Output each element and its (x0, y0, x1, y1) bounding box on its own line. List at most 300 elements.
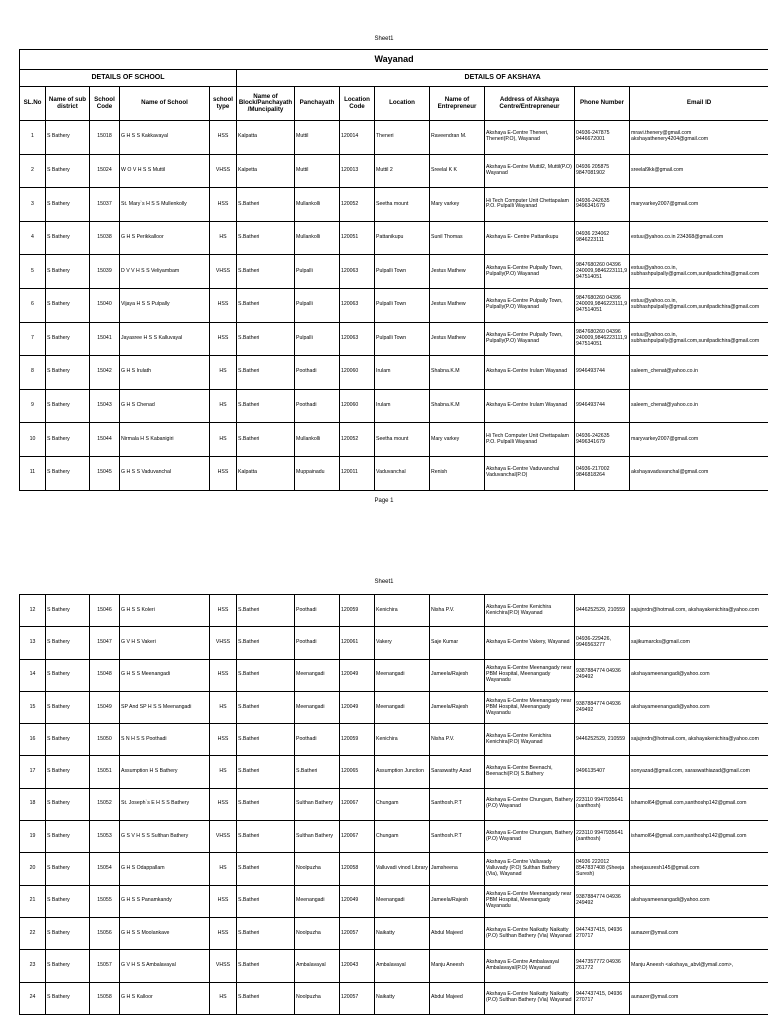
cell-sl-no: 23 (20, 950, 46, 982)
cell-panchayath: Mullankolli (295, 423, 340, 457)
region-title: Wayanad (20, 50, 768, 70)
cell-phone: 9496135407 (575, 756, 630, 788)
cell-school-name: G H S Odappallam (120, 853, 210, 885)
cell-location-code: 120063 (340, 322, 375, 356)
page-number: Page 1 (374, 498, 394, 504)
table-row (20, 121, 768, 155)
cell-location-code: 120014 (340, 121, 375, 155)
column-header-school-code: School Code (90, 87, 120, 121)
cell-email: mravi.thenery@gmail.com akshayathenery4204@gmail.com (630, 121, 768, 155)
cell-location-code: 120060 (340, 389, 375, 423)
cell-address: Akshaya E-Centre Chungam, Bathery (P.O) Wayanad (485, 788, 575, 820)
cell-entrepreneur: Saje Kumar (430, 627, 485, 659)
cell-location-code: 120063 (340, 288, 375, 322)
cell-entrepreneur: Sreelal K K (430, 154, 485, 188)
table-row (20, 154, 768, 188)
cell-sub-district: S Bathery (46, 456, 90, 490)
cell-school-type: HSS (210, 456, 237, 490)
cell-email: akshayameenangadi@yahoo.com (630, 659, 768, 691)
cell-location-code: 120059 (340, 724, 375, 756)
cell-location-code: 120011 (340, 456, 375, 490)
cell-phone: 04936 222012 8547837408 (Sheeja Suresh) (575, 853, 630, 885)
cell-address: Akshaya E-Centre Irulam Wayanad (485, 389, 575, 423)
table-row (20, 322, 768, 356)
cell-school-name: D V V H S S Veliyambam (120, 255, 210, 289)
cell-email: Manju Aneesh <akshaya_abvl@ymail.com>, (630, 950, 768, 982)
table-row (20, 950, 768, 982)
cell-location: Pulpalli Town (375, 288, 430, 322)
column-header-phone: Phone Number (575, 87, 630, 121)
cell-location-code: 120060 (340, 356, 375, 390)
cell-sl-no: 10 (20, 423, 46, 457)
cell-panchayath: Noolpuzha (295, 917, 340, 949)
cell-school-code: 15041 (90, 322, 120, 356)
cell-block: S.Batheri (237, 255, 295, 289)
cell-sl-no: 3 (20, 188, 46, 222)
cell-address: Akshaya E-Centre Meenangady near PBM Hospital, Meenangady Wayanadu (485, 691, 575, 723)
cell-school-type: VHSS (210, 154, 237, 188)
cell-panchayath: S.Batheri (295, 756, 340, 788)
cell-address: Akshaya E-Centre Meenangady near PBM Hospital, Meenangady Wayanadu (485, 885, 575, 917)
cell-entrepreneur: Santhosh.P.T (430, 821, 485, 853)
cell-school-name: SP And SP H S S Meenangadi (120, 691, 210, 723)
cell-phone: 9447357772 04936 261772 (575, 950, 630, 982)
cell-phone: 9387884774 04936 249492 (575, 885, 630, 917)
table-row (20, 456, 768, 490)
cell-email: sheejasuresh145@gmail.com (630, 853, 768, 885)
cell-school-code: 15040 (90, 288, 120, 322)
cell-address: Akshaya E-Centre Valluvady Valluvady (P.O) Sulthan Bathery (Via), Wayanad (485, 853, 575, 885)
cell-entrepreneur: Jestus Mathew (430, 288, 485, 322)
cell-panchayath: Poothadi (295, 627, 340, 659)
sheet-name-page-1: Sheet1 (374, 36, 394, 42)
cell-sl-no: 20 (20, 853, 46, 885)
cell-email: sajikumarcks@gmail.com (630, 627, 768, 659)
cell-email: estuu@yahoo.co.in, subhashpulpally@gmail.com,sunilpadichira@gmail.com (630, 255, 768, 289)
cell-sl-no: 21 (20, 885, 46, 917)
cell-school-type: HS (210, 853, 237, 885)
cell-school-name: S N H S S Poothadi (120, 724, 210, 756)
cell-school-code: 15053 (90, 821, 120, 853)
column-header-school-name: Name of School (120, 87, 210, 121)
cell-location: Meenangadi (375, 885, 430, 917)
cell-school-type: HS (210, 756, 237, 788)
cell-address: Akshaya E-Centre Naikatty Naikatty (P.O) Sulthan Bathery (Via) Wayanad (485, 982, 575, 1014)
akshaya-school-table-page-2 (19, 594, 768, 1015)
cell-entrepreneur: Saraswathy Azad (430, 756, 485, 788)
cell-address: Akshaya E-Centre Vakery, Wayanad (485, 627, 575, 659)
cell-location: Pulpalli Town (375, 255, 430, 289)
cell-panchayath: Meenangadi (295, 885, 340, 917)
cell-location: Valluvadi vinod Library (375, 853, 430, 885)
cell-block: S.Batheri (237, 917, 295, 949)
cell-entrepreneur: Renish (430, 456, 485, 490)
cell-block: S.Batheri (237, 724, 295, 756)
cell-email: saleem_chenat@yahoo.co.in (630, 356, 768, 390)
cell-panchayath: Noolpuzha (295, 853, 340, 885)
cell-school-type: HS (210, 221, 237, 255)
cell-school-code: 15050 (90, 724, 120, 756)
cell-block: S.Batheri (237, 322, 295, 356)
cell-panchayath: Mullankolli (295, 221, 340, 255)
table-row (20, 982, 768, 1014)
cell-school-name: G H S S Panamkandy (120, 885, 210, 917)
cell-block: S.Batheri (237, 788, 295, 820)
cell-school-type: HSS (210, 659, 237, 691)
cell-school-code: 15057 (90, 950, 120, 982)
cell-location: Meenangadi (375, 659, 430, 691)
cell-school-type: HSS (210, 724, 237, 756)
cell-entrepreneur: Shabna.K.M (430, 356, 485, 390)
cell-sl-no: 17 (20, 756, 46, 788)
table-row (20, 221, 768, 255)
cell-location: Kenichira (375, 724, 430, 756)
cell-sub-district: S Bathery (46, 288, 90, 322)
cell-location-code: 120063 (340, 255, 375, 289)
cell-phone: 9446252529, 210559 (575, 724, 630, 756)
cell-sl-no: 1 (20, 121, 46, 155)
cell-location-code: 120067 (340, 821, 375, 853)
cell-location: Seetha mount (375, 188, 430, 222)
cell-panchayath: Poothadi (295, 724, 340, 756)
column-header-location-code: Location Code (340, 87, 375, 121)
cell-sub-district: S Bathery (46, 121, 90, 155)
table-row (20, 423, 768, 457)
cell-sl-no: 6 (20, 288, 46, 322)
cell-school-name: G H S Chenad (120, 389, 210, 423)
cell-sl-no: 12 (20, 595, 46, 627)
cell-location-code: 120058 (340, 853, 375, 885)
cell-email: aunazer@ymail.com (630, 917, 768, 949)
cell-location-code: 120057 (340, 917, 375, 949)
cell-location-code: 120043 (340, 950, 375, 982)
cell-location: Ambalavayal (375, 950, 430, 982)
cell-panchayath: Poothadi (295, 389, 340, 423)
cell-block: S.Batheri (237, 659, 295, 691)
cell-location-code: 120059 (340, 595, 375, 627)
cell-address: Akshaya E-Centre Meenangady near PBM Hospital, Meenangady Wayanadu (485, 659, 575, 691)
cell-block: S.Batheri (237, 756, 295, 788)
cell-sl-no: 14 (20, 659, 46, 691)
column-header-school-type: school type (210, 87, 237, 121)
cell-entrepreneur: Jameela/Rajesh (430, 659, 485, 691)
cell-location: Kenichira (375, 595, 430, 627)
cell-sub-district: S Bathery (46, 221, 90, 255)
table-row (20, 788, 768, 820)
cell-school-type: HS (210, 691, 237, 723)
column-header-entrepreneur: Name of Entrepreneur (430, 87, 485, 121)
cell-phone: 9946493744 (575, 389, 630, 423)
cell-location: Chungam (375, 821, 430, 853)
cell-block: S.Batheri (237, 188, 295, 222)
cell-school-code: 15048 (90, 659, 120, 691)
cell-location-code: 120061 (340, 627, 375, 659)
cell-entrepreneur: Raveendran M. (430, 121, 485, 155)
cell-location: Irulam (375, 389, 430, 423)
cell-sl-no: 8 (20, 356, 46, 390)
cell-block: Kalpatta (237, 456, 295, 490)
cell-school-name: G H S Perikkalloor (120, 221, 210, 255)
cell-location: Chungam (375, 788, 430, 820)
cell-address: Akshaya E-Centre Pulpally Town, Pulpally(P.O) Wayanad (485, 288, 575, 322)
cell-sub-district: S Bathery (46, 188, 90, 222)
cell-phone: 04936 234062 9846223111 (575, 221, 630, 255)
cell-entrepreneur: Sunil Thomas (430, 221, 485, 255)
cell-sub-district: S Bathery (46, 595, 90, 627)
cell-school-code: 15046 (90, 595, 120, 627)
cell-block: S.Batheri (237, 627, 295, 659)
cell-email: sonyazad@gmail.com, saraswathiazad@gmail.com (630, 756, 768, 788)
cell-location-code: 120013 (340, 154, 375, 188)
cell-school-code: 15037 (90, 188, 120, 222)
cell-school-name: G V H S Vakeri (120, 627, 210, 659)
cell-location-code: 120052 (340, 423, 375, 457)
cell-location-code: 120067 (340, 788, 375, 820)
cell-email: saleem_chenat@yahoo.co.in (630, 389, 768, 423)
cell-sl-no: 2 (20, 154, 46, 188)
table-row (20, 288, 768, 322)
cell-sl-no: 18 (20, 788, 46, 820)
cell-panchayath: Poothadi (295, 356, 340, 390)
cell-sub-district: S Bathery (46, 950, 90, 982)
cell-school-name: G H S S Meenangadi (120, 659, 210, 691)
cell-school-type: HSS (210, 788, 237, 820)
cell-phone: 9387884774 04936 249492 (575, 659, 630, 691)
cell-panchayath: Pulpalli (295, 255, 340, 289)
cell-entrepreneur: Jameela/Rajesh (430, 885, 485, 917)
cell-email: estuu@yahoo.co.in, subhashpulpally@gmail.com,sunilpadichira@gmail.com (630, 322, 768, 356)
cell-phone: 9847680260 04396 240009,9846223111,9947514051 (575, 288, 630, 322)
cell-school-code: 15039 (90, 255, 120, 289)
table-row (20, 691, 768, 723)
column-header-block: Name of Block/Panchayath/Muncipality (237, 87, 295, 121)
cell-address: Akshaya E-Centre Naikatty Naikatty (P.O) Sulthan Bathery (Via) Wayanad (485, 917, 575, 949)
section-school-heading: DETAILS OF SCHOOL (20, 70, 237, 87)
cell-school-type: HSS (210, 121, 237, 155)
cell-phone: 04936-242635 9496341679 (575, 188, 630, 222)
cell-school-code: 15042 (90, 356, 120, 390)
cell-location: Seetha mount (375, 423, 430, 457)
cell-school-name: G H S S Moolankave (120, 917, 210, 949)
cell-location-code: 120049 (340, 691, 375, 723)
cell-panchayath: Muttil (295, 154, 340, 188)
table-row (20, 853, 768, 885)
cell-address: Hi Tech Computer Unit Chettapalam P.O. Pulpalli Wayanad (485, 423, 575, 457)
cell-school-type: VHSS (210, 627, 237, 659)
cell-panchayath: Meenangadi (295, 691, 340, 723)
cell-email: ishamol64@gmail.com,santhoshp142@gmail.com (630, 788, 768, 820)
table-row (20, 821, 768, 853)
cell-entrepreneur: Abdul Majeed (430, 982, 485, 1014)
cell-block: S.Batheri (237, 423, 295, 457)
cell-phone: 9447437415, 04936 270717 (575, 917, 630, 949)
section-akshaya-heading: DETAILS OF AKSHAYA (237, 70, 768, 87)
cell-school-name: St. Mary`s H S S Mullenkolly (120, 188, 210, 222)
cell-sl-no: 5 (20, 255, 46, 289)
cell-phone: 04936 205875 9847081902 (575, 154, 630, 188)
cell-school-type: HSS (210, 288, 237, 322)
cell-school-code: 15058 (90, 982, 120, 1014)
cell-entrepreneur: Abdul Majeed (430, 917, 485, 949)
table-row (20, 885, 768, 917)
cell-phone: 9946493744 (575, 356, 630, 390)
cell-school-type: HSS (210, 595, 237, 627)
cell-email: estuu@yahoo.co.in, subhashpulpally@gmail.com,sunilpadichira@gmail.com (630, 288, 768, 322)
table-row (20, 917, 768, 949)
cell-email: akshayameenangadi@yahoo.com (630, 691, 768, 723)
cell-school-code: 15056 (90, 917, 120, 949)
cell-block: S.Batheri (237, 885, 295, 917)
column-header-address: Address of Akshaya Centre/Entrepreneur (485, 87, 575, 121)
cell-sl-no: 15 (20, 691, 46, 723)
cell-school-type: HSS (210, 188, 237, 222)
cell-sl-no: 4 (20, 221, 46, 255)
cell-block: S.Batheri (237, 691, 295, 723)
cell-school-type: HS (210, 423, 237, 457)
cell-location: Naikatty (375, 982, 430, 1014)
cell-block: S.Batheri (237, 853, 295, 885)
cell-school-name: G S V H S S Sulthan Bathery (120, 821, 210, 853)
table-row (20, 356, 768, 390)
cell-sl-no: 24 (20, 982, 46, 1014)
cell-school-name: Vijaya H S S Pulpally (120, 288, 210, 322)
cell-school-type: VHSS (210, 255, 237, 289)
cell-school-type: HSS (210, 917, 237, 949)
cell-sub-district: S Bathery (46, 423, 90, 457)
cell-sub-district: S Bathery (46, 627, 90, 659)
cell-entrepreneur: Nisha P.V. (430, 595, 485, 627)
cell-address: Akshaya E-Centre Pulpally Town, Pulpally(P.O) Wayanad (485, 322, 575, 356)
cell-email: akshayameenangadi@yahoo.com (630, 885, 768, 917)
table-row (20, 188, 768, 222)
cell-email: estuu@yahoo.co.in 234368@gmail.com (630, 221, 768, 255)
cell-block: S.Batheri (237, 288, 295, 322)
cell-school-code: 15045 (90, 456, 120, 490)
cell-school-code: 15047 (90, 627, 120, 659)
cell-location-code: 120065 (340, 756, 375, 788)
cell-email: ishamol64@gmail.com,santhoshp142@gmail.com (630, 821, 768, 853)
cell-address: Hi Tech Computer Unit Chettapalam P.O. Pulpalli Wayanad (485, 188, 575, 222)
cell-school-code: 15052 (90, 788, 120, 820)
cell-panchayath: Meenangadi (295, 659, 340, 691)
cell-email: sajujnrdn@hotmail.com, akshayakenichira@yahoo.com (630, 595, 768, 627)
cell-block: Kalpetta (237, 154, 295, 188)
cell-email: maryvarkey2007@gmail.com (630, 188, 768, 222)
cell-block: S.Batheri (237, 595, 295, 627)
cell-location-code: 120049 (340, 659, 375, 691)
cell-phone: 9446252529, 210559 (575, 595, 630, 627)
cell-school-type: HS (210, 356, 237, 390)
cell-block: Kalpatta (237, 121, 295, 155)
cell-address: Akshaya E-Centre Pulpally Town, Pulpally(P.O) Wayanad (485, 255, 575, 289)
column-header-sub-district: Name of sub district (46, 87, 90, 121)
cell-sl-no: 13 (20, 627, 46, 659)
cell-sub-district: S Bathery (46, 322, 90, 356)
cell-entrepreneur: Shabna.K.M (430, 389, 485, 423)
cell-school-code: 15055 (90, 885, 120, 917)
cell-panchayath: Pulpalli (295, 322, 340, 356)
cell-address: Akshaya E-Centre Vaduvanchal Vaduvanchal(P.O) (485, 456, 575, 490)
cell-phone: 9847680260 04396 240009,9846223111,9947514051 (575, 322, 630, 356)
cell-sub-district: S Bathery (46, 255, 90, 289)
cell-location: Vakery (375, 627, 430, 659)
akshaya-school-table-page-1 (19, 49, 768, 491)
cell-panchayath: Mullankolli (295, 188, 340, 222)
cell-sub-district: S Bathery (46, 691, 90, 723)
column-header-panchayath: Panchayath (295, 87, 340, 121)
cell-address: Akshaya E-Centre Theneri, Theneri(P.O), Wayanad (485, 121, 575, 155)
cell-sub-district: S Bathery (46, 853, 90, 885)
cell-panchayath: Muppainadu (295, 456, 340, 490)
cell-location: Assumption Junction (375, 756, 430, 788)
cell-phone: 9387884774 04936 249492 (575, 691, 630, 723)
cell-address: Akshaya E- Centre Pattanikupu (485, 221, 575, 255)
cell-email: aunazer@ymail.com (630, 982, 768, 1014)
cell-entrepreneur: Jestus Mathew (430, 255, 485, 289)
cell-school-name: G H S S Koleri (120, 595, 210, 627)
cell-block: S.Batheri (237, 982, 295, 1014)
cell-school-type: HS (210, 982, 237, 1014)
cell-sl-no: 16 (20, 724, 46, 756)
cell-sub-district: S Bathery (46, 821, 90, 853)
sheet-name-page-2: Sheet1 (374, 579, 394, 585)
cell-location: Naikatty (375, 917, 430, 949)
table-row (20, 389, 768, 423)
cell-sub-district: S Bathery (46, 659, 90, 691)
cell-location: Pulpalli Town (375, 322, 430, 356)
cell-school-type: VHSS (210, 821, 237, 853)
cell-sl-no: 7 (20, 322, 46, 356)
cell-school-code: 15049 (90, 691, 120, 723)
cell-sub-district: S Bathery (46, 788, 90, 820)
cell-school-code: 15038 (90, 221, 120, 255)
cell-school-name: G V H S S Ambalavayal (120, 950, 210, 982)
cell-school-name: G H S Irulath (120, 356, 210, 390)
cell-school-type: HS (210, 389, 237, 423)
cell-school-name: W O V H S S Muttil (120, 154, 210, 188)
cell-block: S.Batheri (237, 950, 295, 982)
cell-school-code: 15044 (90, 423, 120, 457)
cell-school-type: HSS (210, 885, 237, 917)
cell-location: Muttil 2 (375, 154, 430, 188)
cell-entrepreneur: Mary varkey (430, 423, 485, 457)
cell-entrepreneur: Jestus Mathew (430, 322, 485, 356)
cell-sub-district: S Bathery (46, 917, 90, 949)
cell-location: Theneri (375, 121, 430, 155)
cell-panchayath: Poothadi (295, 595, 340, 627)
cell-phone: 9847680260 04396 240009,9846223111,9947514051 (575, 255, 630, 289)
table-row (20, 595, 768, 627)
cell-sub-district: S Bathery (46, 724, 90, 756)
table-row (20, 724, 768, 756)
cell-email: sajujnrdn@hotmail.com, akshayakenichira@yahoo.com (630, 724, 768, 756)
cell-school-name: G H S S Kakkavayal (120, 121, 210, 155)
cell-location: Meenangadi (375, 691, 430, 723)
cell-email: akshayavaduvanchal@gmail.com (630, 456, 768, 490)
cell-address: Akshaya E-Centre Beenachi, Beenachi(P.O) S.Bathery (485, 756, 575, 788)
cell-phone: 04936-217002 9846818264 (575, 456, 630, 490)
table-row (20, 627, 768, 659)
cell-sl-no: 9 (20, 389, 46, 423)
cell-panchayath: Sulthan Bathery (295, 788, 340, 820)
cell-school-code: 15024 (90, 154, 120, 188)
cell-sub-district: S Bathery (46, 389, 90, 423)
cell-school-name: Assumption H S Bathery (120, 756, 210, 788)
cell-panchayath: Ambalavayal (295, 950, 340, 982)
cell-address: Akshaya E-Centre Muttil2, Muttil(P.O) Wayanad (485, 154, 575, 188)
cell-phone: 04936-229426, 9946563277 (575, 627, 630, 659)
cell-phone: 04936-247875 9446672001 (575, 121, 630, 155)
